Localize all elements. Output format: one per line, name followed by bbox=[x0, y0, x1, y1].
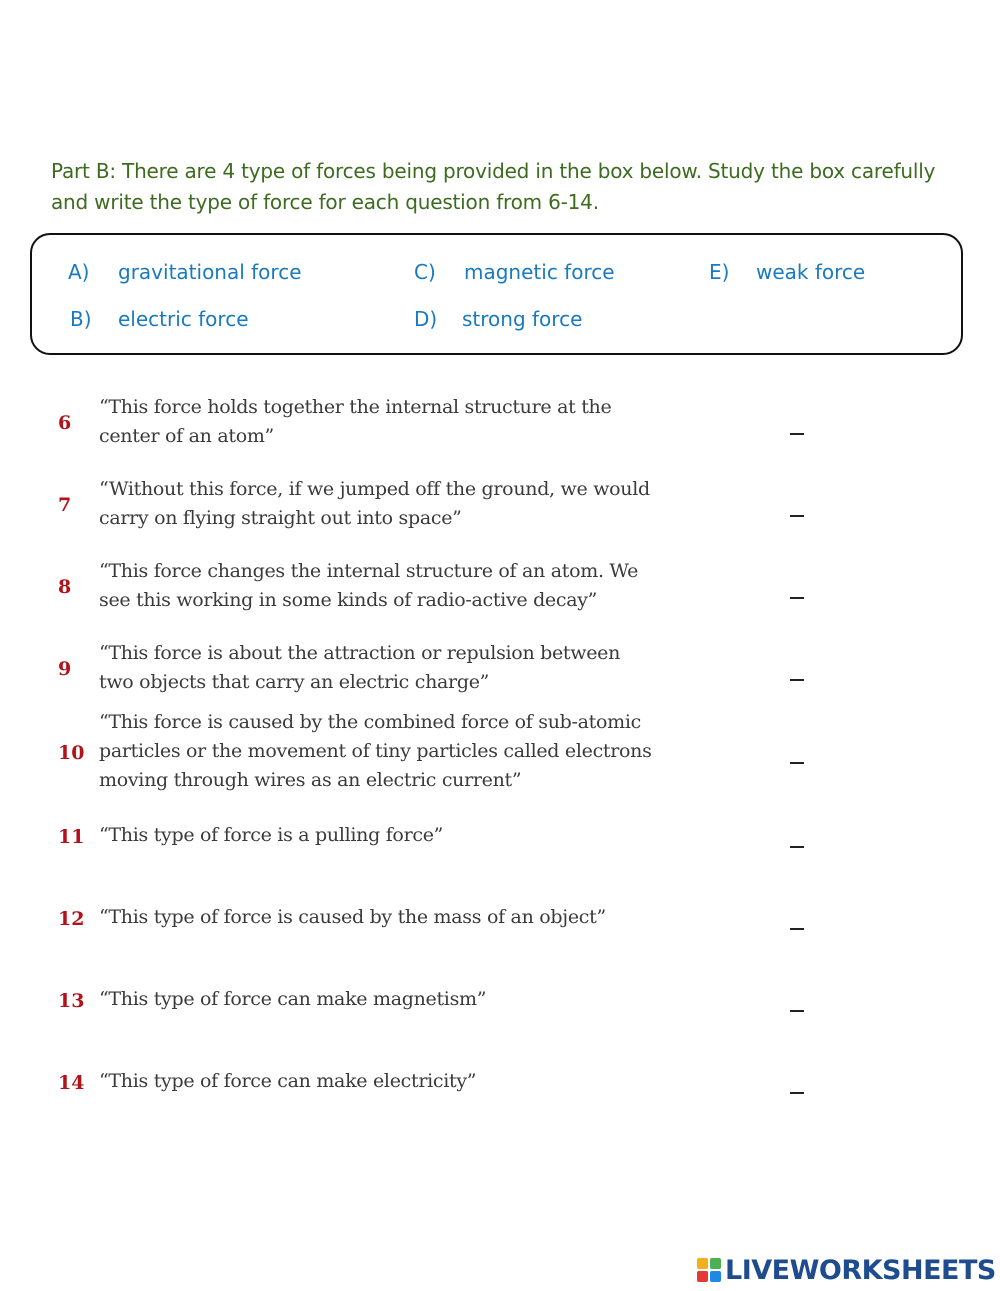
option-letter: D) bbox=[414, 307, 438, 331]
question-text: “This type of force is caused by the mass of an object” bbox=[99, 906, 606, 928]
question-text: “This force holds together the internal structure at the center of an atom” bbox=[99, 396, 612, 447]
question-text: “This type of force can make magnetism” bbox=[99, 988, 487, 1010]
brand-name: LIVEWORKSHEETS bbox=[725, 1254, 996, 1286]
question-number: 8 bbox=[58, 576, 72, 598]
question-text: “Without this force, if we jumped off the ground, we would carry on flying straight out into space” bbox=[99, 478, 650, 529]
question-number: 12 bbox=[58, 908, 85, 930]
question-text: “This force is about the attraction or repulsion between two objects that carry an electric charge” bbox=[99, 642, 621, 693]
answer-blank[interactable] bbox=[790, 762, 804, 764]
brand-squares-icon bbox=[697, 1258, 721, 1282]
answer-blank[interactable] bbox=[790, 433, 804, 435]
question-number: 14 bbox=[58, 1072, 85, 1094]
question-text: “This force changes the internal structure of an atom. We see this working in some kinds of radio-active decay” bbox=[99, 560, 639, 611]
answer-blank[interactable] bbox=[790, 928, 804, 930]
answer-blank[interactable] bbox=[790, 679, 804, 681]
answer-blank[interactable] bbox=[790, 1010, 804, 1012]
answer-blank[interactable] bbox=[790, 597, 804, 599]
options-box bbox=[30, 233, 963, 355]
question-text: “This type of force can make electricity” bbox=[99, 1070, 477, 1092]
instructions-text: Part B: There are 4 type of forces being provided in the box below. Study the box carefully and write the type of force for each question from 6-14. bbox=[51, 159, 936, 214]
question-number: 10 bbox=[58, 742, 85, 764]
option-letter: A) bbox=[68, 260, 90, 284]
question-number: 7 bbox=[58, 494, 72, 516]
option-letter: E) bbox=[709, 260, 730, 284]
question-number: 11 bbox=[58, 826, 85, 848]
option-letter: B) bbox=[70, 307, 92, 331]
answer-blank[interactable] bbox=[790, 1092, 804, 1094]
option-text: magnetic force bbox=[464, 260, 615, 284]
answer-blank[interactable] bbox=[790, 515, 804, 517]
question-text: “This type of force is a pulling force” bbox=[99, 824, 444, 846]
answer-blank[interactable] bbox=[790, 846, 804, 848]
option-text: electric force bbox=[118, 307, 249, 331]
question-number: 13 bbox=[58, 990, 85, 1012]
question-number: 6 bbox=[58, 412, 72, 434]
question-text: “This force is caused by the combined force of sub-atomic particles or the movement of tiny particles called electrons moving through wires as an electric current” bbox=[99, 711, 652, 791]
question-number: 9 bbox=[58, 658, 72, 680]
liveworksheets-logo bbox=[697, 1255, 996, 1285]
option-text: strong force bbox=[462, 307, 583, 331]
option-text: gravitational force bbox=[118, 260, 302, 284]
option-text: weak force bbox=[756, 260, 866, 284]
option-letter: C) bbox=[414, 260, 436, 284]
